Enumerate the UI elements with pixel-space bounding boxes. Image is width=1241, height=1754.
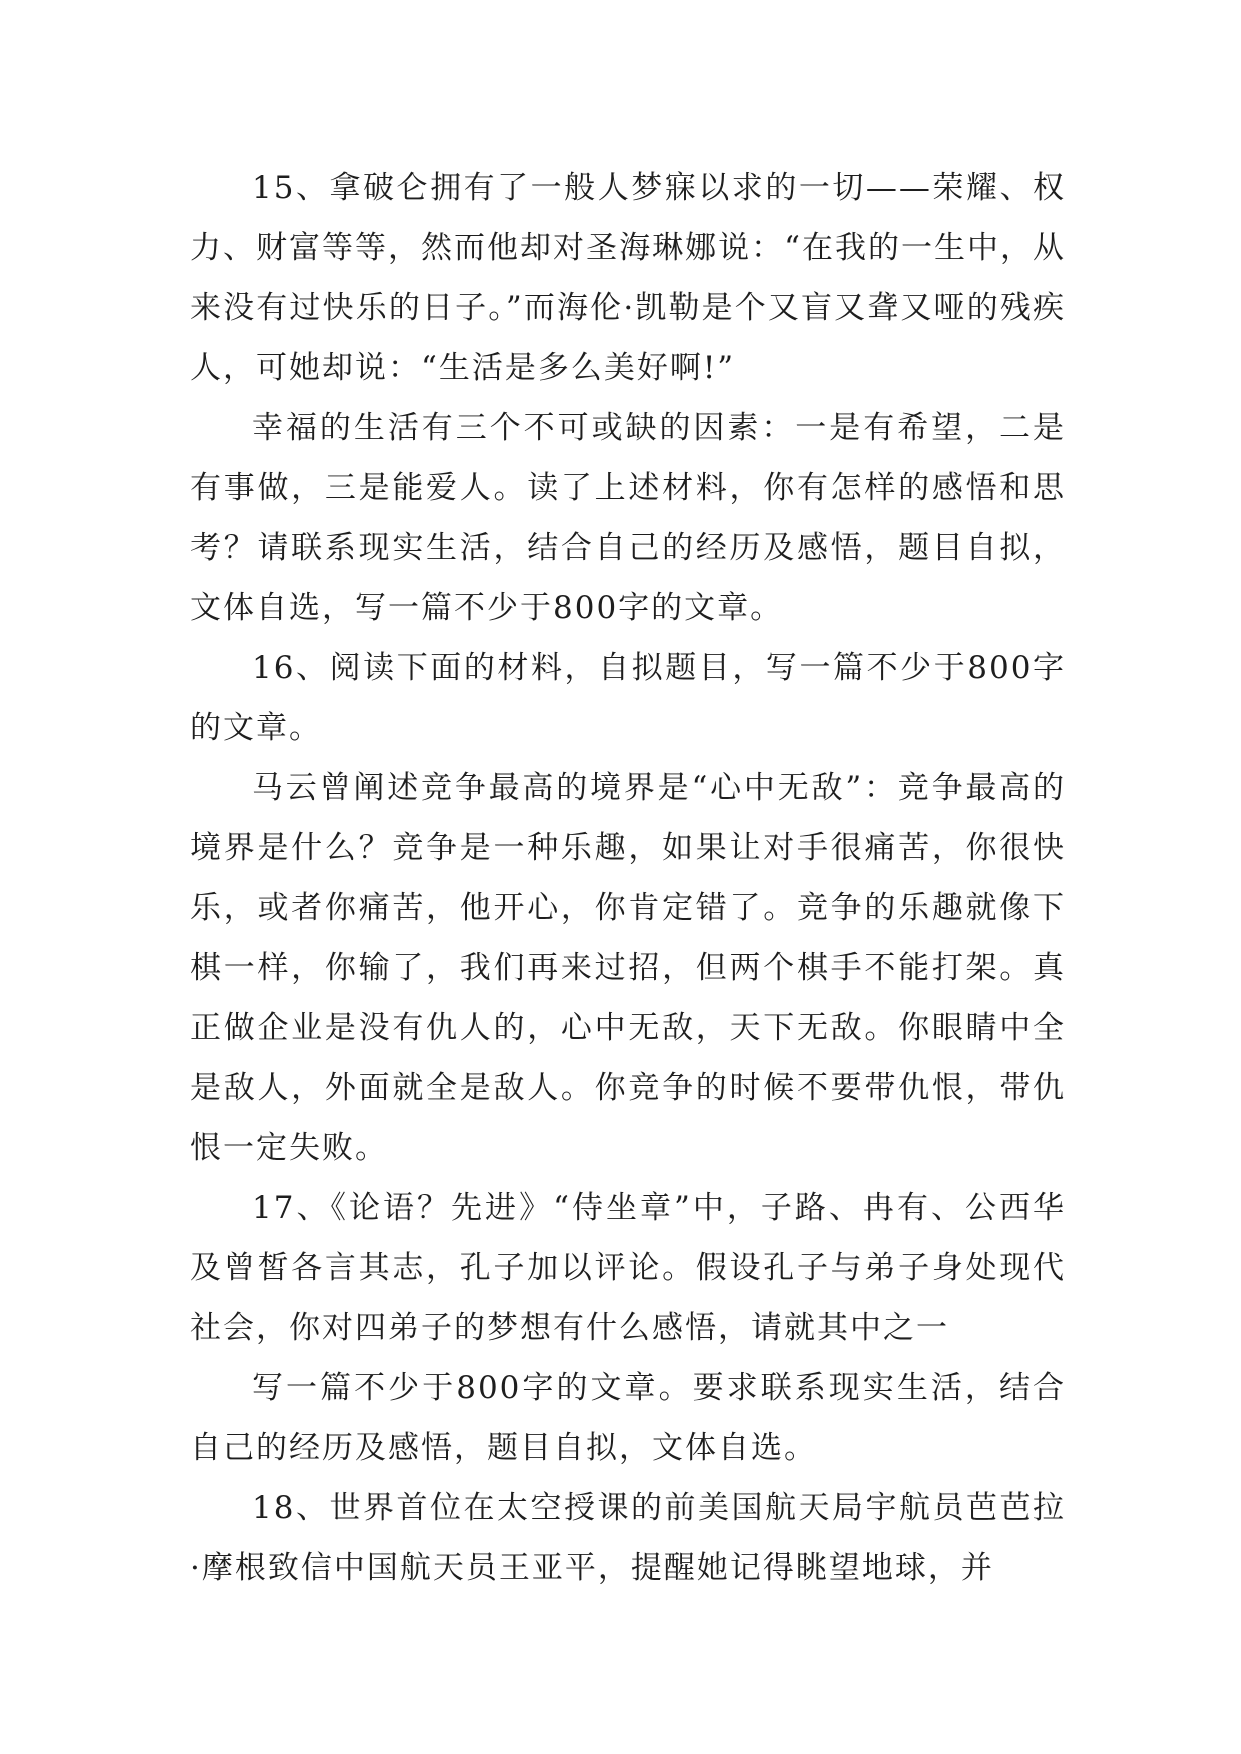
paragraph-q17-prompt: 写一篇不少于800字的文章。要求联系现实生活，结合自己的经历及感悟，题目自拟，文体自选。 xyxy=(190,1370,1066,1466)
paragraph-q18-intro: 18、世界首位在太空授课的前美国航天局宇航员芭芭拉·摩根致信中国航天员王亚平，提醒她记得眺望地球，并 xyxy=(190,1490,1066,1586)
paragraph-q15-intro: 15、拿破仑拥有了一般人梦寐以求的一切——荣耀、权力、财富等等，然而他却对圣海琳娜说：“在我的一生中，从来没有过快乐的日子。”而海伦·凯勒是个又盲又聋又哑的残疾人，可她却说：“生活是多么美好啊!” xyxy=(190,170,1066,386)
paragraph-q15-prompt: 幸福的生活有三个不可或缺的因素：一是有希望，二是有事做，三是能爱人。读了上述材料，你有怎样的感悟和思考？请联系现实生活，结合自己的经历及感悟，题目自拟，文体自选，写一篇不少于800字的文章。 xyxy=(190,410,1066,626)
document-body xyxy=(190,158,1066,1598)
paragraph-q17-intro: 17、《论语？先进》“侍坐章”中，子路、冉有、公西华及曾皙各言其志，孔子加以评论。假设孔子与弟子身处现代社会，你对四弟子的梦想有什么感悟，请就其中之一 xyxy=(190,1190,1066,1346)
paragraph-q16-intro: 16、阅读下面的材料，自拟题目，写一篇不少于800字的文章。 xyxy=(190,650,1066,746)
paragraph-q16-material: 马云曾阐述竞争最高的境界是“心中无敌”：竞争最高的境界是什么？竞争是一种乐趣，如果让对手很痛苦，你很快乐，或者你痛苦，他开心，你肯定错了。竞争的乐趣就像下棋一样，你输了，我们再来过招，但两个棋手不能打架。真正做企业是没有仇人的，心中无敌，天下无敌。你眼睛中全是敌人，外面就全是敌人。你竞争的时候不要带仇恨，带仇恨一定失败。 xyxy=(190,770,1066,1166)
